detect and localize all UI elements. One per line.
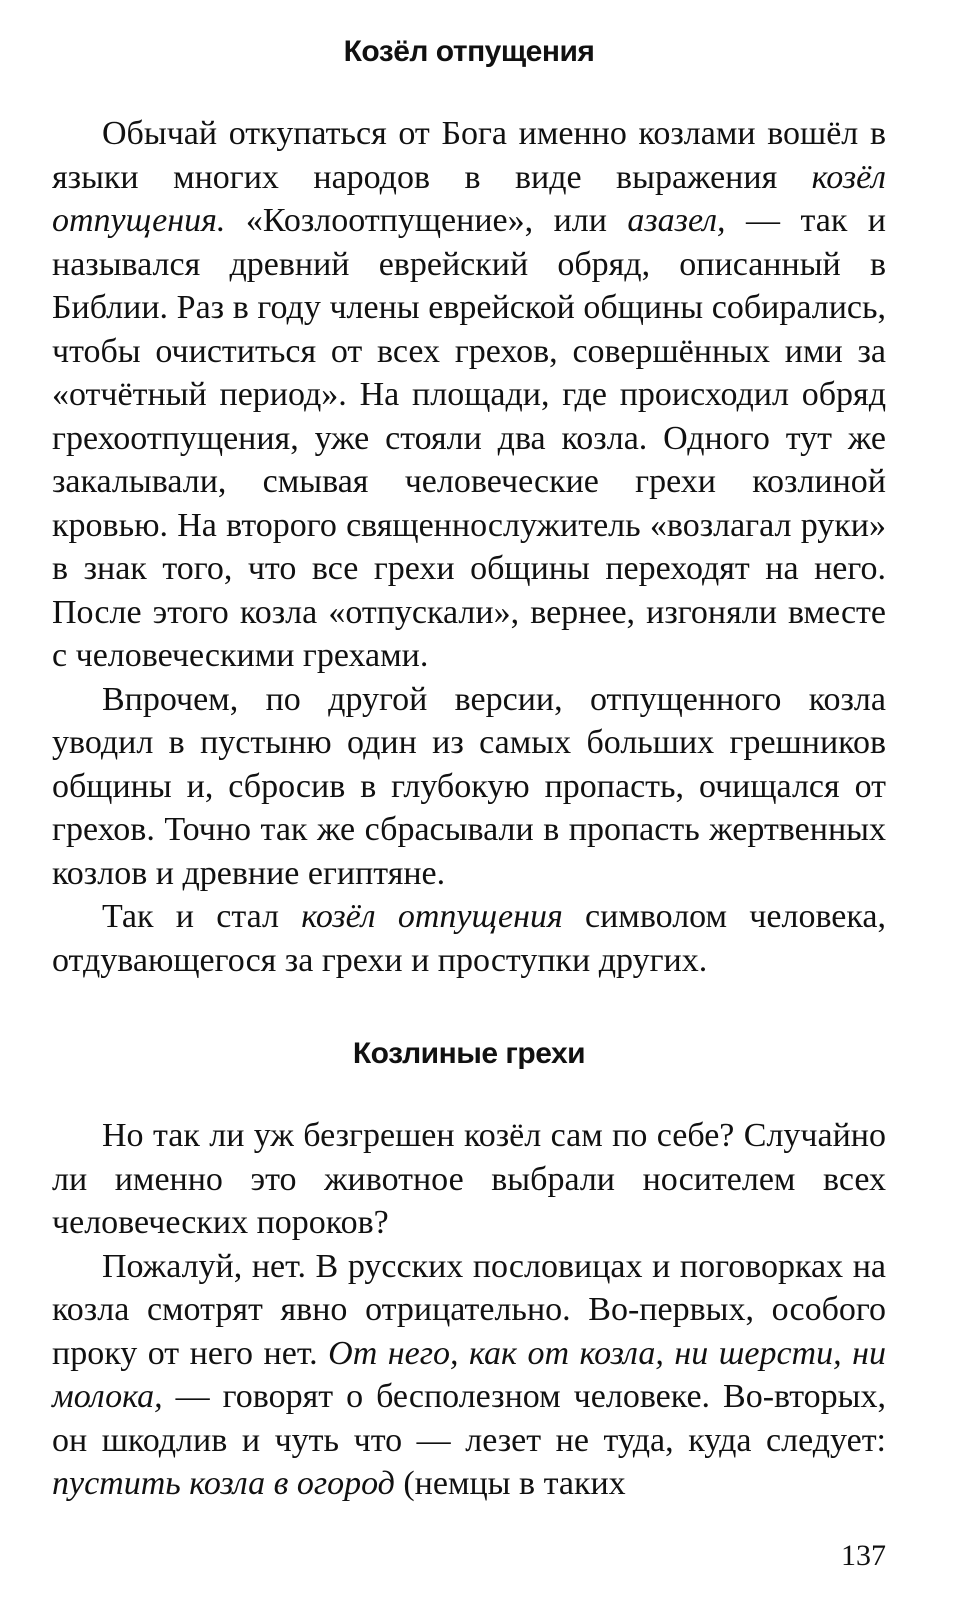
italic-phrase: От него, как от козла, ни шерсти, ни молока, bbox=[52, 1334, 886, 1415]
text-run: Так и стал bbox=[102, 898, 302, 935]
text-run: Но так ли уж безгрешен козёл сам по себе? Случайно ли именно это животное выбрали носителем всех человеческих пороков? bbox=[52, 1117, 886, 1241]
text-run: — так и назывался древний еврейский обряд, описанный в Библии. Раз в году члены еврейской общины собирались, чтобы очиститься от всех грехов, совершённых ими за «отчётный период». На площади, где происходил обряд грехоотпущения, уже стояли два козла. Одного тут же закалывали, смывая человеческие грехи козлиной кровью. На второго священнослужитель «возлагал руки» в знак того, что все грехи общины переходят на него. После этого козла «отпускали», вернее, изгоняли вместе с человеческими грехами. bbox=[52, 202, 887, 674]
text-run: символом человека, отдувающегося за грехи и проступки других. bbox=[52, 898, 886, 979]
text-run: «Козлоотпущение», или bbox=[225, 202, 628, 239]
section-heading-scapegoat: Козёл отпущения bbox=[343, 35, 595, 68]
text-run: Впрочем, по другой версии, отпущенного козла уводил в пустыню один из самых больших грешников общины и, сбросив в глубокую пропасть, очищался от грехов. Точно так же сбрасывали в пропасть жертвенных козлов и древние египтяне. bbox=[52, 680, 886, 892]
text-run: Пожалуй, нет. В русских пословицах и поговорках на козла смотрят явно отрицательно. Во-первых, особого проку от него нет. bbox=[52, 1247, 886, 1372]
paragraph bbox=[52, 112, 886, 678]
italic-phrase: козёл отпущения. bbox=[52, 158, 886, 239]
italic-phrase: азазел, bbox=[627, 202, 726, 239]
paragraph bbox=[52, 1114, 886, 1245]
text-run: Обычай откупаться от Бога именно козлами вошёл в языки многих народов в виде выражения bbox=[52, 115, 886, 196]
italic-phrase: пустить козла в огород bbox=[52, 1465, 395, 1502]
italic-phrase: козёл отпущения bbox=[301, 898, 563, 935]
section-heading-goat-sins: Козлиные грехи bbox=[352, 1037, 586, 1070]
paragraph bbox=[52, 895, 886, 982]
paragraph bbox=[52, 1245, 886, 1506]
text-run: (немцы в таких bbox=[394, 1465, 626, 1502]
page-number: 137 bbox=[841, 1539, 886, 1572]
book-page bbox=[52, 20, 886, 1506]
paragraph bbox=[52, 678, 886, 896]
text-run: — говорят о бесполезном человеке. Во-вторых, он шкодлив и чуть что — лезет не туда, куда следует: bbox=[52, 1378, 886, 1459]
